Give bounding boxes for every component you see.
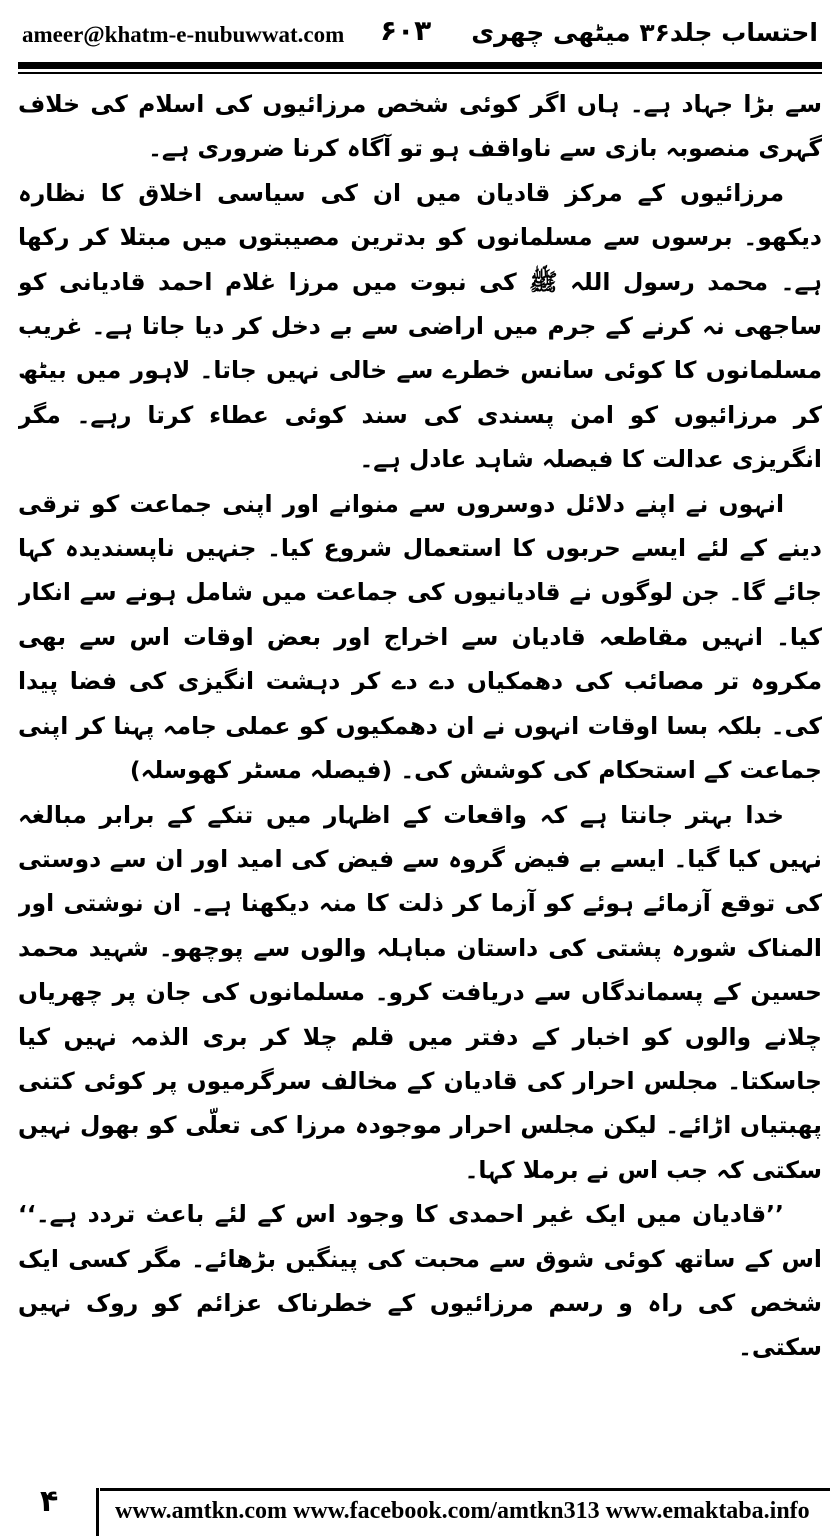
paragraph-4: خدا بہتر جانتا ہے کہ واقعات کے اظہار میں تنکے کے برابر مبالغہ نہیں کیا گیا۔ ایسے بے فیض گروہ سے فیض کی امید اور ان سے دوستی کی توقع آزمائے ہوئے کو آزما کر ذلت کا منہ دیکھنا ہے۔ ان نوشتی اور المناک شورہ پشتی کی داستان مباہلہ والوں سے پوچھو۔ شہید محمد حسین کے پسماندگاں سے دریافت کرو۔ مسلمانوں کی جان پر چھریاں چلانے والوں کو اخبار کے دفتر میں قلم چلا کر بری الذمہ نہیں کیا جاسکتا۔ مجلس احرار کی قادیان کے مخالف سرگرمیوں پر کوئی کتنی پھبتیاں اڑائے۔ لیکن مجلس احرار موجودہ مرزا کی تعلّی کو بھول نہیں سکتی کہ جب اس نے برملا کہا۔ [18,800,822,1184]
footer-links: www.amtkn.com www.facebook.com/amtkn313 www.emaktaba.info [115,1498,810,1524]
paragraph-2: مرزائیوں کے مرکز قادیان میں ان کی سیاسی اخلاق کا نظارہ دیکھو۔ برسوں سے مسلمانوں کو بدترین مصیبتوں میں مبتلا کر رکھا ہے۔ محمد رسول اللہ ﷺ کی نبوت میں مرزا غلام احمد قادیانی کو ساجھی نہ کرنے کے جرم میں اراضی سے بے دخل کر دیا جاتا ہے۔ غریب مسلمانوں کا کوئی سانس خطرے سے خالی نہیں جاتا۔ لاہور میں بیٹھ کر مرزائیوں کو امن پسندی کی سند کوئی عطاء کرتا رہے۔ مگر انگریزی عدالت کا فیصلہ شاہد عادل ہے۔ [18,178,822,474]
header-rule-thin [18,72,822,74]
page-number: ۶۰۳ [380,14,432,47]
footer-divider [100,1488,830,1491]
paragraph-3: انہوں نے اپنے دلائل دوسروں سے منوانے اور اپنی جماعت کو ترقی دینے کے لئے ایسے حربوں کا استعمال شروع کیا۔ جنہیں ناپسندیدہ کہا جائے گا۔ جن لوگوں نے قادیانیوں کی جماعت میں شامل ہونے سے انکار کیا۔ انہیں مقاطعہ قادیان سے اخراج اور بعض اوقات اس سے بھی مکروہ تر مصائب کی دھمکیاں دے دے کر دہشت انگیزی کی فضا پیدا کی۔ بلکہ بسا اوقات انہوں نے ان دھمکیوں کو عملی جامہ پہنا کر اپنی جماعت کے استحکام کی کوشش کی۔ (فیصلہ مسٹر کھوسلہ) [18,489,822,785]
paragraph-5: ’’قادیان میں ایک غیر احمدی کا وجود اس کے لئے باعث تردد ہے۔‘‘ اس کے ساتھ کوئی شوق سے محبت کی پینگیں بڑھائے۔ مگر کسی ایک شخص کی راہ و رسم مرزائیوں کے خطرناک عزائم کو روک نہیں سکتی۔ [18,1200,822,1362]
page-body [18,82,822,1460]
page-footer [0,1484,840,1540]
page-header [0,0,840,62]
header-email: ameer@khatm-e-nubuwwat.com [22,22,345,47]
footer-section-number: ۴ [40,1484,59,1519]
paragraph-1: سے بڑا جہاد ہے۔ ہاں اگر کوئی شخص مرزائیوں کی اسلام کی خلاف گہری منصوبہ بازی سے ناواقف ہو تو آگاہ کرنا ضروری ہے۔ [18,90,822,163]
book-title: احتساب جلد۳۶ میٹھی چھری [471,18,818,47]
header-rule-thick [18,62,822,69]
footer-divider-vertical [96,1488,99,1536]
